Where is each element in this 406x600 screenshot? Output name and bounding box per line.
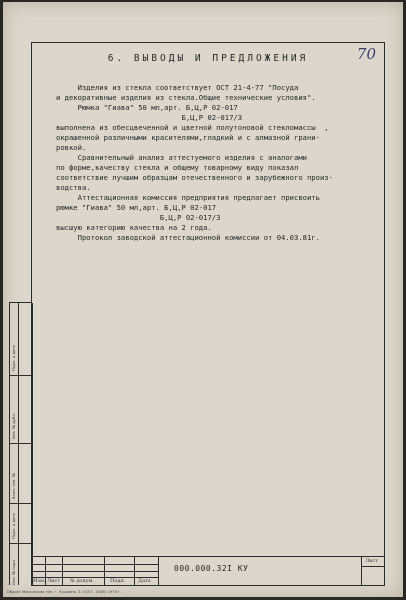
side-label: Инв. № подл. xyxy=(11,558,16,585)
body-line: Аттестационная комиссия предприятия предлагает присвоить xyxy=(56,193,320,202)
side-label: Подп. и дата xyxy=(11,345,16,371)
footer-print: Оборот Московская тип. г. Пушкино. З. 103 Т. 10000 1978 г. xyxy=(7,590,122,594)
side-label: Подп. и дата xyxy=(11,513,16,539)
sheet-box xyxy=(361,557,384,585)
body-line: ровкой. xyxy=(56,143,87,152)
column-label-izm: Изм. xyxy=(33,578,46,584)
body-line: высшую категорию качества на 2 года. xyxy=(56,223,212,232)
body-line: окрашенной различными красителями,гладкий и с алмазной грани- xyxy=(56,133,320,142)
column-label-list: Лист xyxy=(47,578,61,584)
body-line: выполнена из обесцвеченной и цветной полутоновой стекломассы , xyxy=(56,123,329,132)
side-strip-row xyxy=(10,503,32,504)
side-strip xyxy=(9,302,32,585)
body-line: Сравнительный анализ аттестуемого изделия с аналогами xyxy=(56,153,307,162)
column-label-sign: Подп. xyxy=(110,578,126,584)
document-sheet xyxy=(3,2,403,597)
body-line: водства. xyxy=(56,183,91,192)
column-label-date: Дата xyxy=(138,578,151,584)
side-label: Инв. № дубл. xyxy=(11,413,16,439)
section-heading: 6. ВЫВОДЫ И ПРЕДЛОЖЕНИЯ xyxy=(107,53,309,64)
body-line: и декоративные изделия из стекла.Общие технические условия". xyxy=(56,93,316,102)
column-label-doc: № докум. xyxy=(70,578,94,584)
body-line: Изделия из стекла соответствует ОСТ 21-4-77 "Посуда xyxy=(56,83,299,92)
side-strip-row xyxy=(10,543,32,544)
body-line: Б,Ц,Р 02-017/3 xyxy=(56,213,221,222)
drawing-frame xyxy=(31,42,385,586)
body-line: рюмке "Гиава" 50 мл,арт. Б,Ц,Р 02-017 xyxy=(56,203,217,212)
body-line: по форме,качеству стекла и общему товарному виду показал xyxy=(56,163,299,172)
page-number: 70 xyxy=(356,45,376,63)
body-line: соответствие лучшим образцам отечественного и зарубежного произ- xyxy=(56,173,333,182)
title-block xyxy=(32,556,384,585)
side-label: Взам. инв. № xyxy=(11,473,16,499)
body-line: Протокол заводской аттестационной комиссии от 04.03.81г. xyxy=(56,233,320,242)
side-strip-row xyxy=(10,375,32,376)
body-text xyxy=(56,83,376,243)
sheet-box-rule xyxy=(362,566,384,567)
body-line: Рюмка "Гиава" 50 мл,арт. Б,Ц,Р 02-017 xyxy=(56,103,238,112)
document-number: 000.000.32I КУ xyxy=(174,564,249,573)
sheet-label: Лист xyxy=(365,558,379,564)
side-strip-row xyxy=(10,443,32,444)
body-line: Б,Ц,Р 02-017/3 xyxy=(56,113,243,122)
